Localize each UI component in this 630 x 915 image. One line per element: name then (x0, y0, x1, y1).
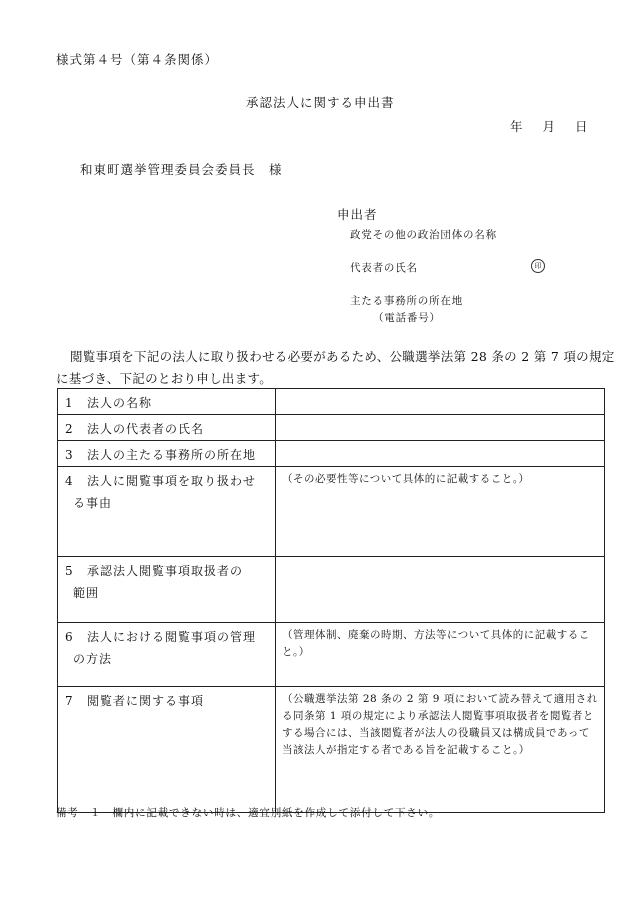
table-row (58, 415, 605, 441)
phone-label: （電話番号） (373, 312, 441, 324)
table-row (58, 557, 605, 623)
date-line: 年 月 日 (510, 119, 589, 134)
request-statement (56, 346, 616, 390)
row-value-field[interactable] (276, 389, 605, 415)
rep-name-label: 代表者の氏名 (350, 262, 418, 274)
row-value-field[interactable] (276, 557, 605, 623)
row-value-field[interactable]: （その必要性等について具体的に記載すること。） (276, 467, 605, 557)
table-row (58, 389, 605, 415)
row-value-field[interactable] (276, 441, 605, 467)
document-title: 承認法人に関する申出書 (246, 95, 395, 110)
table-row (58, 687, 605, 813)
table-row (58, 441, 605, 467)
addressee: 和東町選挙管理委員会委員長 様 (80, 162, 283, 177)
table-row (58, 623, 605, 687)
remarks-note: 備考 １ 欄内に記載できない時は、適宜別紙を作成して添付して下さい。 (56, 807, 441, 819)
applicant-label: 申出者 (337, 207, 378, 222)
form-number: 様式第４号（第４条関係） (56, 52, 219, 67)
seal-mark: 印 (531, 259, 545, 273)
office-address-label: 主たる事務所の所在地 (350, 295, 463, 307)
row-label: 5 承認法人閲覧事項取扱者の 範囲 (58, 557, 276, 623)
row-label: 1 法人の名称 (58, 389, 276, 415)
table-row (58, 467, 605, 557)
org-name-label: 政党その他の政治団体の名称 (350, 229, 497, 241)
row-value-field[interactable]: （公職選挙法第 28 条の 2 第 9 項において読み替えて適用される同条第 1 項の規定により承認法人閲覧事項取扱者を閲覧者とする場合には、当該閲覧者が法人の役職員又は構成員であって当該法人が指定する者である旨を記載すること。） (276, 687, 605, 813)
row-label: 7 閲覧者に関する事項 (58, 687, 276, 813)
row-value-field[interactable]: （管理体制、廃棄の時期、方法等について具体的に記載すること。） (276, 623, 605, 687)
row-label: 4 法人に閲覧事項を取り扱わせ る事由 (58, 467, 276, 557)
row-value-field[interactable] (276, 415, 605, 441)
details-table (57, 388, 605, 813)
request-statement-text: 閲覧事項を下記の法人に取り扱わせる必要があるため、公職選挙法第 28 条の 2 第 7 項の規定に基づき、下記のとおり申し出ます。 (56, 349, 615, 386)
row-label: 6 法人における閲覧事項の管理 の方法 (58, 623, 276, 687)
row-label: 2 法人の代表者の氏名 (58, 415, 276, 441)
row-label: 3 法人の主たる事務所の所在地 (58, 441, 276, 467)
